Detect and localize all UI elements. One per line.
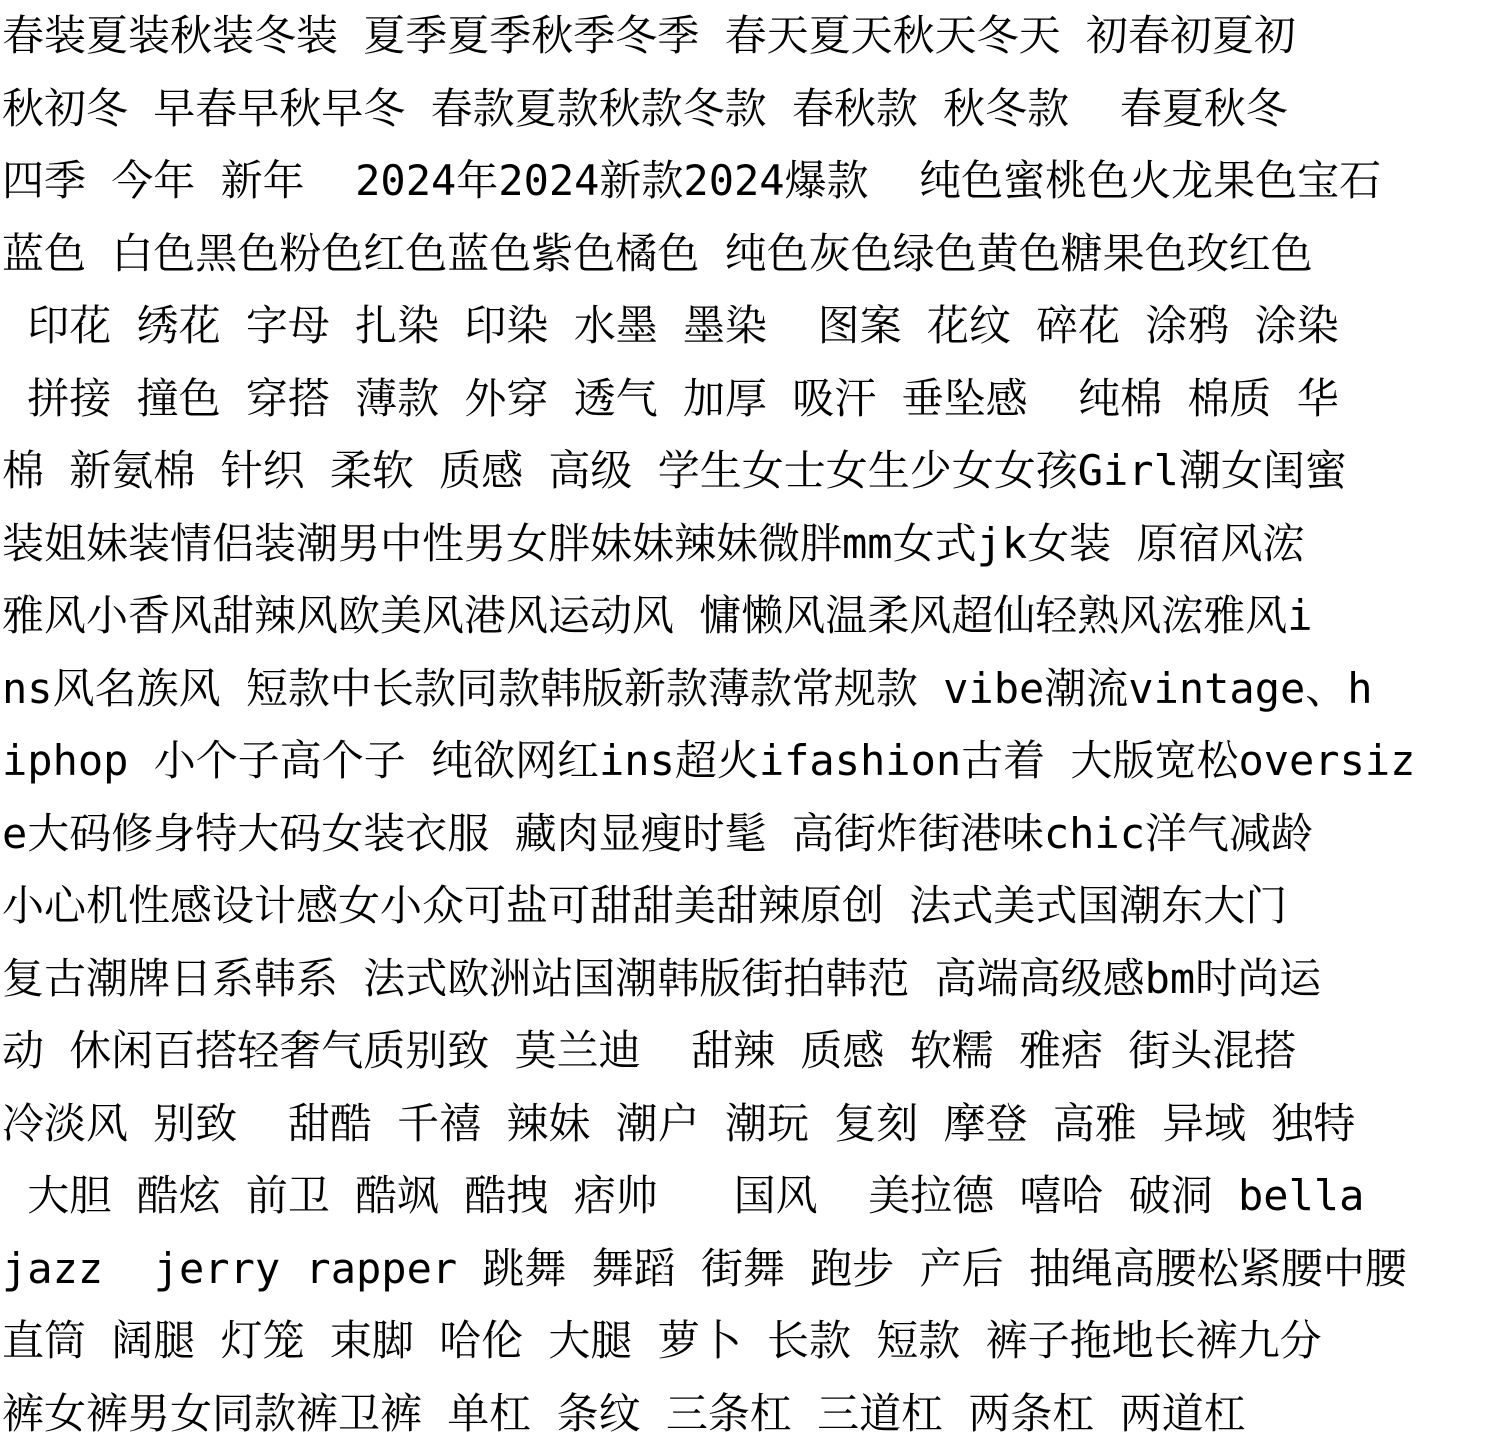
- text-line-8: 装姐妹装情侣装潮男中性男女胖妹妹辣妹微胖mm女式jk女装 原宿风浤: [2, 518, 1305, 568]
- text-line-7: 棉 新氨棉 针织 柔软 质感 高级 学生女士女生少女女孩Girl潮女闺蜜: [2, 446, 1347, 495]
- text-line-10: ns风名族风 短款中长款同款韩版新款薄款常规款 vibe潮流vintage、h: [2, 663, 1373, 713]
- text-line-1: 春装夏装秋装冬装 夏季夏季秋季冬季 春天夏天秋天冬天 初春初夏初: [2, 11, 1296, 60]
- text-line-11: iphop 小个子高个子 纯欲网红ins超火ifashion古着 大版宽松oversiz: [2, 736, 1416, 785]
- text-line-14: 复古潮牌日系韩系 法式欧洲站国潮韩版街拍韩范 高端高级感bm时尚运: [2, 953, 1322, 1003]
- text-line-16: 冷淡风 别致 甜酷 千禧 辣妹 潮户 潮玩 复刻 摩登 高雅 异域 独特: [2, 1098, 1356, 1148]
- text-line-3: 四季 今年 新年 2024年2024新款2024爆款 纯色蜜桃色火龙果色宝石: [2, 156, 1382, 205]
- text-line-6: 拼接 撞色 穿搭 薄款 外穿 透气 加厚 吸汗 垂坠感 纯棉 棉质 华: [2, 373, 1339, 423]
- text-line-9: 雅风小香风甜辣风欧美风港风运动风 慵懒风温柔风超仙轻熟风浤雅风i: [2, 591, 1313, 640]
- text-line-19: 直筒 阔腿 灯笼 束脚 哈伦 大腿 萝卜 长款 短款 裤子拖地长裤九分: [2, 1316, 1322, 1365]
- text-line-20: 裤女裤男女同款裤卫裤 单杠 条纹 三条杠 三道杠 两条杠 两道杠: [2, 1388, 1246, 1438]
- text-line-12: e大码修身特大码女装衣服 藏肉显瘦时髦 高街炸街港味chic洋气减龄: [2, 808, 1314, 858]
- text-line-17: 大胆 酷炫 前卫 酷飒 酷拽 痞帅 国风 美拉德 嘻哈 破洞 bella: [2, 1171, 1365, 1220]
- text-line-13: 小心机性感设计感女小众可盐可甜甜美甜辣原创 法式美式国潮东大门: [2, 881, 1288, 930]
- text-line-4: 蓝色 白色黑色粉色红色蓝色紫色橘色 纯色灰色绿色黄色糖果色玫红色: [2, 228, 1313, 278]
- text-line-18: jazz jerry rapper 跳舞 舞蹈 街舞 跑步 产后 抽绳高腰松紧腰中腰: [2, 1243, 1407, 1293]
- text-line-5: 印花 绣花 字母 扎染 印染 水墨 墨染 图案 花纹 碎花 涂鸦 涂染: [2, 301, 1339, 350]
- text-line-2: 秋初冬 早春早秋早冬 春款夏款秋款冬款 春秋款 秋冬款 春夏秋冬: [2, 83, 1288, 133]
- text-line-15: 动 休闲百搭轻奢气质别致 莫兰迪 甜辣 质感 软糯 雅痞 街头混搭: [2, 1026, 1297, 1075]
